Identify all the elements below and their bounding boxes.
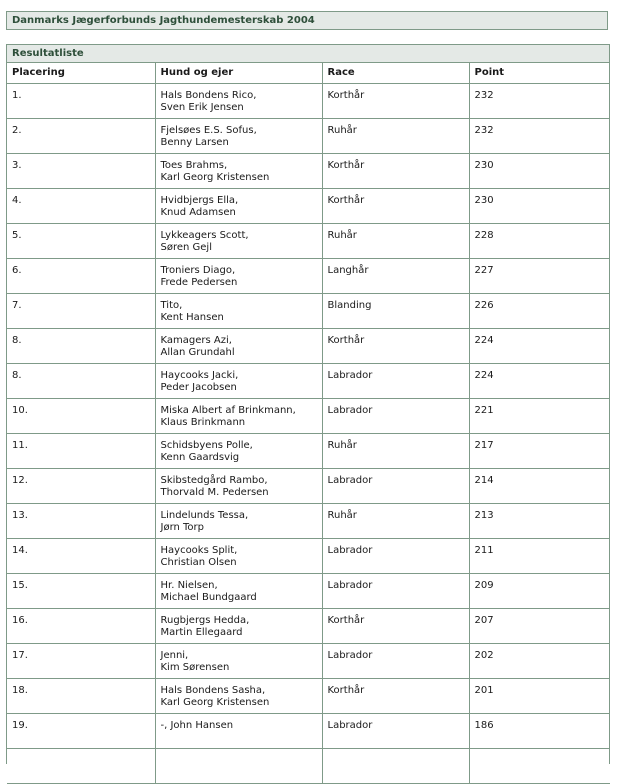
race-cell: Labrador (322, 713, 469, 748)
point-cell: 202 (469, 643, 610, 678)
owner-name: Thorvald M. Pedersen (160, 486, 269, 498)
section-title: Resultatliste (7, 44, 609, 63)
table-row (7, 363, 610, 398)
dog-name: Tito, (160, 299, 183, 311)
dog-name: Hvidbjergs Ella, (160, 194, 239, 206)
owner-name: Karl Georg Kristensen (160, 171, 270, 183)
dog-name: Hals Bondens Rico, (160, 89, 257, 101)
dog-name: Rugbjergs Hedda, (160, 614, 250, 626)
point-cell: 214 (469, 468, 610, 503)
owner-name: Kent Hansen (160, 311, 224, 323)
point-cell: 221 (469, 398, 610, 433)
point-cell: 207 (469, 608, 610, 643)
race-cell: Labrador (322, 643, 469, 678)
dog-owner-cell (155, 503, 322, 538)
point-cell: 232 (469, 118, 610, 153)
dog-name: Kamagers Azi, (160, 334, 232, 346)
point-cell: 224 (469, 363, 610, 398)
dog-owner-cell (155, 118, 322, 153)
placement-cell: 13. (7, 503, 155, 538)
placement-cell: 2. (7, 118, 155, 153)
dog-owner-cell (155, 328, 322, 363)
point-cell: 230 (469, 188, 610, 223)
race-cell: Labrador (322, 363, 469, 398)
placement-cell: 16. (7, 608, 155, 643)
placement-cell: 17. (7, 643, 155, 678)
dog-name: Miska Albert af Brinkmann, (160, 404, 296, 416)
point-cell: 201 (469, 678, 610, 713)
owner-name: Michael Bundgaard (160, 591, 257, 603)
table-row (7, 573, 610, 608)
owner-name: Frede Pedersen (160, 276, 238, 288)
table-row (7, 83, 610, 118)
race-cell: Labrador (322, 573, 469, 608)
placement-cell: 19. (7, 713, 155, 748)
dog-owner-cell (155, 573, 322, 608)
race-cell: Ruhår (322, 503, 469, 538)
point-cell: 228 (469, 223, 610, 258)
placement-cell: 15. (7, 573, 155, 608)
owner-name: Peder Jacobsen (160, 381, 237, 393)
table-row (7, 678, 610, 713)
placement-cell (7, 748, 155, 783)
dog-name: Hals Bondens Sasha, (160, 684, 266, 696)
table-row (7, 118, 610, 153)
placement-cell: 5. (7, 223, 155, 258)
dog-name: Haycooks Split, (160, 544, 238, 556)
placement-cell: 1. (7, 83, 155, 118)
point-cell: 217 (469, 433, 610, 468)
race-cell: Blanding (322, 293, 469, 328)
dog-owner-cell (155, 608, 322, 643)
table-row (7, 258, 610, 293)
owner-name: Sven Erik Jensen (160, 101, 244, 113)
race-cell: Labrador (322, 398, 469, 433)
results-panel (6, 44, 610, 764)
dog-owner-cell (155, 258, 322, 293)
owner-name: Knud Adamsen (160, 206, 236, 218)
dog-owner-cell (155, 188, 322, 223)
race-cell: Ruhår (322, 433, 469, 468)
placement-cell: 11. (7, 433, 155, 468)
race-cell: Langhår (322, 258, 469, 293)
owner-name: Klaus Brinkmann (160, 416, 246, 428)
results-table (7, 63, 610, 784)
table-row (7, 503, 610, 538)
race-cell: Korthår (322, 678, 469, 713)
owner-name: Allan Grundahl (160, 346, 235, 358)
table-row (7, 538, 610, 573)
race-cell: Korthår (322, 153, 469, 188)
owner-name: Benny Larsen (160, 136, 229, 148)
point-cell: 186 (469, 713, 610, 748)
dog-owner-cell (155, 538, 322, 573)
dog-name: -, John Hansen (160, 719, 234, 731)
race-cell: Ruhår (322, 118, 469, 153)
column-header-point: Point (469, 63, 610, 83)
race-cell: Korthår (322, 188, 469, 223)
owner-name: Karl Georg Kristensen (160, 696, 270, 708)
dog-name: Hr. Nielsen, (160, 579, 218, 591)
placement-cell: 14. (7, 538, 155, 573)
page-title: Danmarks Jægerforbunds Jagthundemesterskab 2004 (6, 11, 608, 30)
table-row (7, 398, 610, 433)
dog-name: Troniers Diago, (160, 264, 236, 276)
dog-owner-cell (155, 293, 322, 328)
table-row (7, 188, 610, 223)
table-row (7, 468, 610, 503)
dog-name: Toes Brahms, (160, 159, 228, 171)
point-cell: 230 (469, 153, 610, 188)
column-header-placering: Placering (7, 63, 155, 83)
race-cell: Korthår (322, 83, 469, 118)
placement-cell: 3. (7, 153, 155, 188)
table-row (7, 643, 610, 678)
dog-owner-cell (155, 83, 322, 118)
dog-owner-cell (155, 398, 322, 433)
owner-name: Martin Ellegaard (160, 626, 243, 638)
race-cell (322, 748, 469, 783)
dog-name: Lykkeagers Scott, (160, 229, 249, 241)
dog-owner-cell (155, 363, 322, 398)
table-row (7, 433, 610, 468)
dog-owner-cell (155, 468, 322, 503)
dog-owner-cell (155, 748, 322, 783)
dog-owner-cell (155, 678, 322, 713)
race-cell: Ruhår (322, 223, 469, 258)
point-cell: 209 (469, 573, 610, 608)
placement-cell: 8. (7, 328, 155, 363)
dog-name: Skibstedgård Rambo, (160, 474, 268, 486)
point-cell: 226 (469, 293, 610, 328)
dog-name: Jenni, (160, 649, 189, 661)
point-cell: 232 (469, 83, 610, 118)
column-header-hund-og-ejer: Hund og ejer (155, 63, 322, 83)
table-row (7, 328, 610, 363)
dog-owner-cell (155, 433, 322, 468)
point-cell (469, 748, 610, 783)
table-row (7, 293, 610, 328)
point-cell: 213 (469, 503, 610, 538)
point-cell: 224 (469, 328, 610, 363)
table-row (7, 153, 610, 188)
race-cell: Labrador (322, 468, 469, 503)
owner-name: Søren Gejl (160, 241, 212, 253)
race-cell: Korthår (322, 608, 469, 643)
column-header-race: Race (322, 63, 469, 83)
table-row (7, 608, 610, 643)
point-cell: 211 (469, 538, 610, 573)
placement-cell: 6. (7, 258, 155, 293)
placement-cell: 8. (7, 363, 155, 398)
owner-name: Jørn Torp (160, 521, 205, 533)
dog-owner-cell (155, 153, 322, 188)
dog-name: Schidsbyens Polle, (160, 439, 253, 451)
owner-name: Kim Sørensen (160, 661, 230, 673)
dog-name: Lindelunds Tessa, (160, 509, 249, 521)
table-row (7, 748, 610, 783)
race-cell: Labrador (322, 538, 469, 573)
owner-name: Christian Olsen (160, 556, 237, 568)
placement-cell: 7. (7, 293, 155, 328)
owner-name: Kenn Gaardsvig (160, 451, 240, 463)
dog-owner-cell (155, 643, 322, 678)
dog-owner-cell (155, 223, 322, 258)
point-cell: 227 (469, 258, 610, 293)
dog-name: Fjelsøes E.S. Sofus, (160, 124, 257, 136)
placement-cell: 18. (7, 678, 155, 713)
placement-cell: 10. (7, 398, 155, 433)
dog-name: Haycooks Jacki, (160, 369, 239, 381)
table-header-row (7, 63, 610, 83)
table-row (7, 223, 610, 258)
placement-cell: 12. (7, 468, 155, 503)
placement-cell: 4. (7, 188, 155, 223)
race-cell: Korthår (322, 328, 469, 363)
